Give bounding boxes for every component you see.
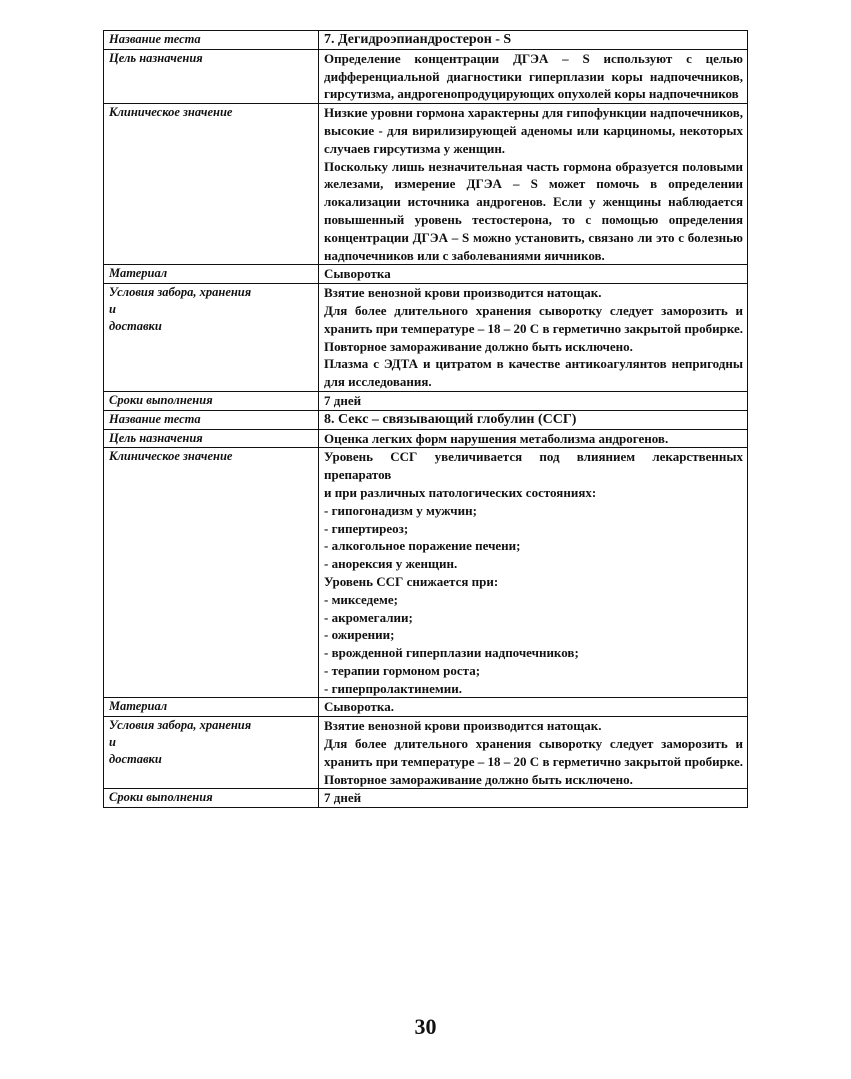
purpose-text: Определение концентрации ДГЭА – S используют с целью дифференциальной диагностики гиперплазии коры надпочечников, гирсутизма, андрогенопродуцирующих опухолей коры надпочечников xyxy=(319,49,748,103)
label-purpose: Цель назначения xyxy=(104,429,319,448)
row-test7-conditions xyxy=(104,284,748,392)
row-test7-purpose xyxy=(104,49,748,103)
material-text: Сыворотка. xyxy=(319,698,748,717)
conditions-paragraph: Плазма с ЭДТА и цитратом в качестве антикоагулянтов непригодны для исследования. xyxy=(324,356,743,390)
label-conditions-line: доставки xyxy=(109,319,162,334)
clinical-text xyxy=(319,448,748,698)
label-conditions xyxy=(104,717,319,789)
test-title: 8. Секс – связывающий глобулин (ССГ) xyxy=(319,410,748,429)
clinical-line: - терапии гормоном роста; xyxy=(324,662,481,678)
row-test8-material xyxy=(104,698,748,717)
clinical-line: - врожденной гиперплазии надпочечников; xyxy=(324,645,579,661)
clinical-paragraph: Низкие уровни гормона характерны для гипофункции надпочечников, высокие - для вирилизирующей аденомы или карциномы, некоторых случаев гирсутизма у женщин. xyxy=(324,105,743,156)
clinical-paragraph: Поскольку лишь незначительная часть гормона образуется половыми железами, измерение ДГЭА – S может помочь в определении локализации источника андрогенов. Если у женщины наблюдается повышенный уровень тестостерона, то с помощью определения концентрации ДГЭА – S можно установить, связано ли это с болезнью надпочечников или с заболеваниями яичников. xyxy=(324,158,743,263)
label-material: Материал xyxy=(104,265,319,284)
clinical-line: - гиперпролактинемии. xyxy=(324,680,463,696)
clinical-line: Уровень ССГ увеличивается под влиянием лекарственных препаратов xyxy=(324,449,743,483)
label-material: Материал xyxy=(104,698,319,717)
terms-text: 7 дней xyxy=(319,391,748,410)
label-conditions-line: и xyxy=(109,735,116,750)
terms-text: 7 дней xyxy=(319,789,748,808)
test-title: 7. Дегидроэпиандростерон - S xyxy=(319,31,748,50)
row-test8-name xyxy=(104,410,748,429)
material-text: Сыворотка xyxy=(319,265,748,284)
label-conditions-line: и xyxy=(109,302,116,317)
clinical-line: - гипогонадизм у мужчин; xyxy=(324,502,477,518)
label-terms: Сроки выполнения xyxy=(104,789,319,808)
row-test8-conditions xyxy=(104,717,748,789)
conditions-paragraph: Взятие венозной крови производится натощак. xyxy=(324,285,602,301)
clinical-line: - ожирении; xyxy=(324,627,395,643)
conditions-text xyxy=(319,717,748,789)
label-conditions-line: Условия забора, хранения xyxy=(109,718,252,733)
conditions-paragraph: Для более длительного хранения сыворотку следует заморозить и хранить при температуре – 18 – 20 С в герметично закрытой пробирке. Повторное замораживание должно быть исключено. xyxy=(324,302,744,354)
conditions-paragraph: Взятие венозной крови производится натощак. xyxy=(324,718,602,734)
label-clinical: Клиническое значение xyxy=(104,104,319,265)
label-clinical: Клиническое значение xyxy=(104,448,319,698)
conditions-paragraph: Для более длительного хранения сыворотку следует заморозить и хранить при температуре – 18 – 20 С в герметично закрытой пробирке. Повторное замораживание должно быть исключено. xyxy=(324,736,744,787)
clinical-line: - алкогольное поражение печени; xyxy=(324,538,521,554)
clinical-line: Уровень ССГ снижается при: xyxy=(324,573,499,589)
clinical-line: - гипертиреоз; xyxy=(324,520,409,536)
row-test7-name xyxy=(104,31,748,50)
label-conditions-line: доставки xyxy=(109,752,162,767)
row-test7-material xyxy=(104,265,748,284)
row-test7-terms xyxy=(104,391,748,410)
row-test8-terms xyxy=(104,789,748,808)
clinical-line: - микседеме; xyxy=(324,591,398,607)
row-test8-purpose xyxy=(104,429,748,448)
purpose-text: Оценка легких форм нарушения метаболизма андрогенов. xyxy=(319,429,748,448)
clinical-line: - анорексия у женщин. xyxy=(324,556,458,572)
label-conditions xyxy=(104,284,319,392)
row-test7-clinical xyxy=(104,104,748,265)
conditions-text xyxy=(319,284,748,392)
clinical-text xyxy=(319,104,748,265)
clinical-line: - акромегалии; xyxy=(324,609,413,625)
label-test-name: Название теста xyxy=(104,410,319,429)
page-number: 30 xyxy=(414,1014,437,1039)
label-conditions-line: Условия забора, хранения xyxy=(109,285,252,300)
label-test-name: Название теста xyxy=(104,31,319,50)
clinical-line: и при различных патологических состояниях: xyxy=(324,484,597,500)
label-terms: Сроки выполнения xyxy=(104,391,319,410)
test-table xyxy=(103,30,748,808)
row-test8-clinical xyxy=(104,448,748,698)
label-purpose: Цель назначения xyxy=(104,49,319,103)
